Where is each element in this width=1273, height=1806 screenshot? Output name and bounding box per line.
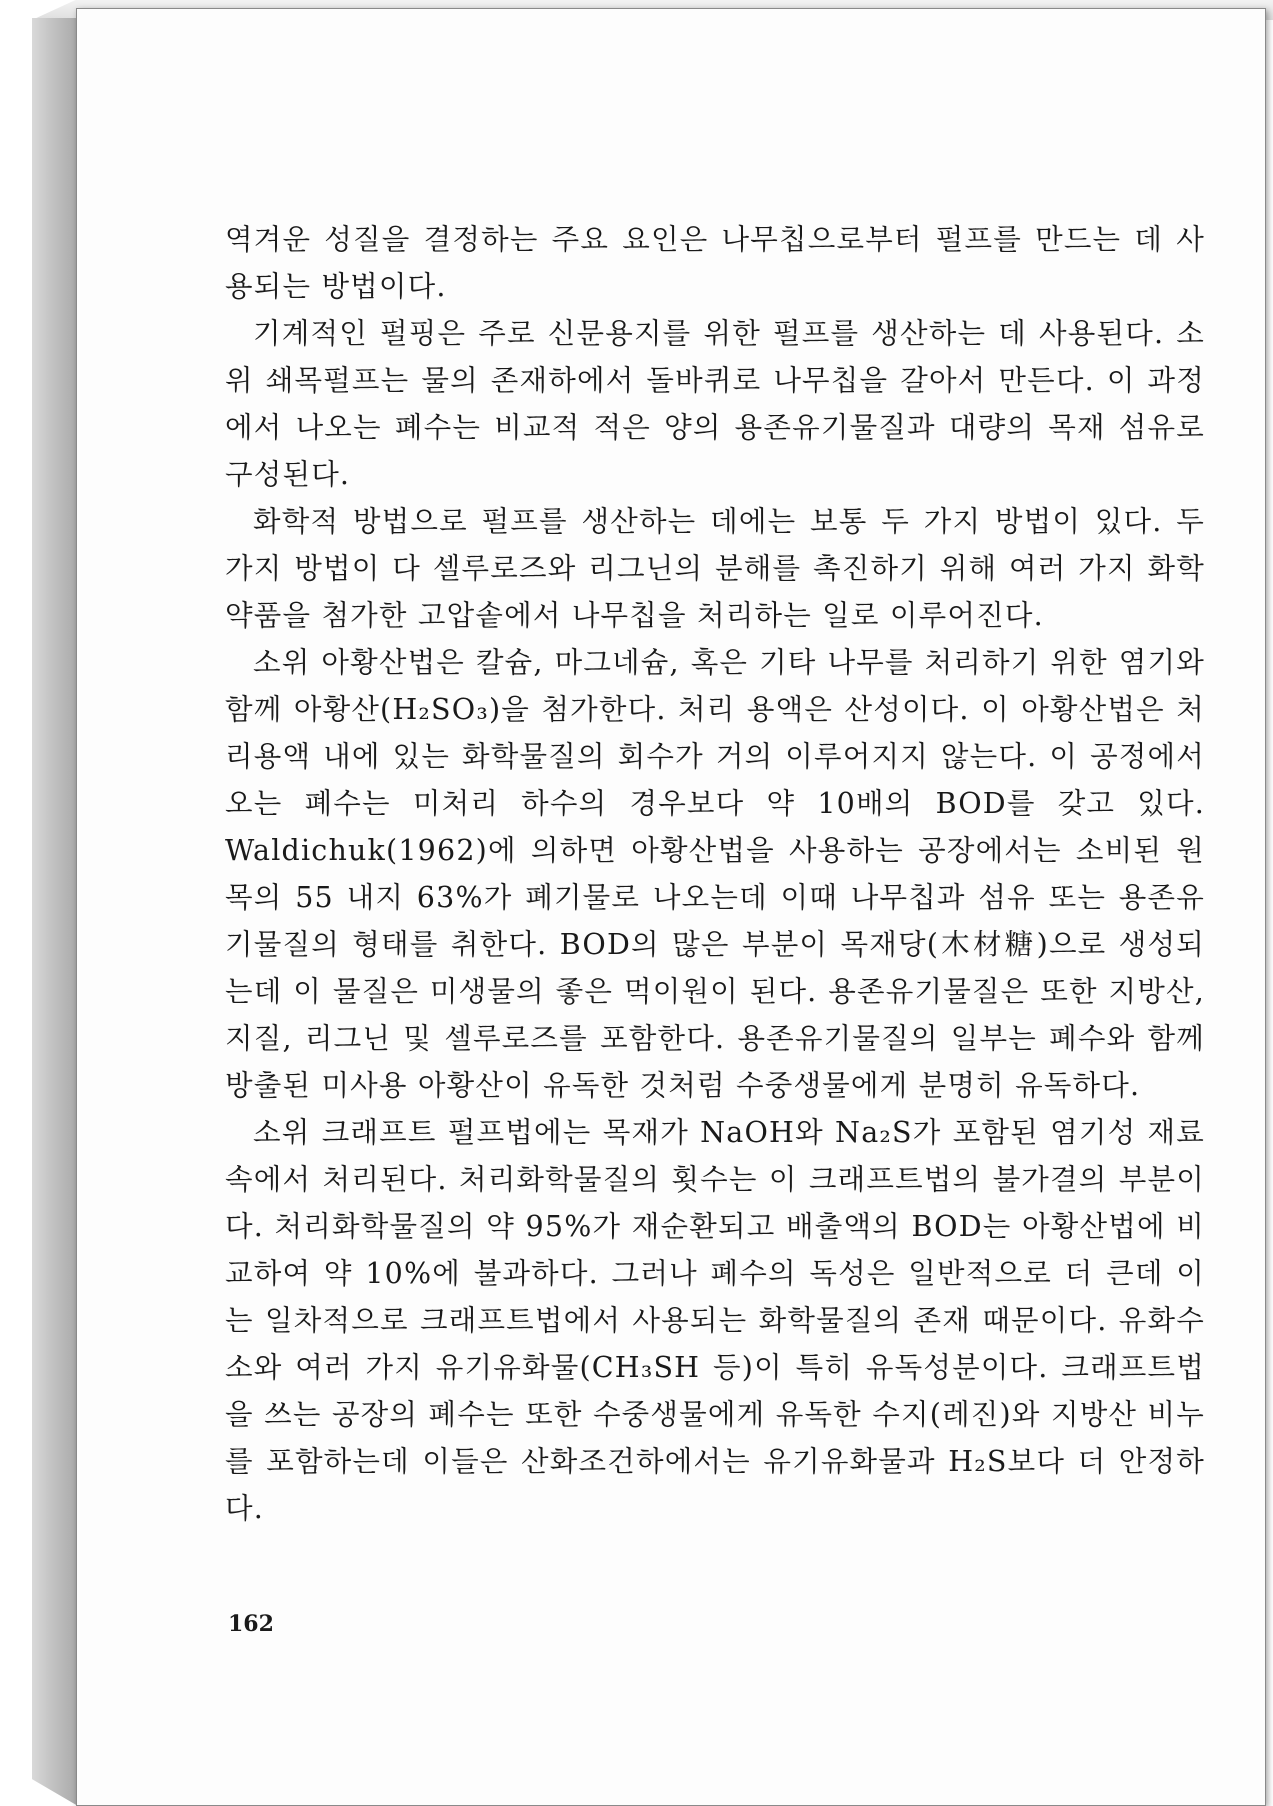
book-page	[76, 8, 1266, 1806]
page-number: 162	[228, 1611, 274, 1637]
book-spine	[32, 18, 78, 1806]
body-text	[225, 216, 1205, 1532]
paragraph-3: 화학적 방법으로 펄프를 생산하는 데에는 보통 두 가지 방법이 있다. 두 가지 방법이 다 셀루로즈와 리그닌의 분해를 촉진하기 위해 여러 가지 화학 약품을 첨가한 고압솥에서 나무칩을 처리하는 일로 이루어진다.	[225, 505, 1205, 632]
paragraph-4: 소위 아황산법은 칼슘, 마그네슘, 혹은 기타 나무를 처리하기 위한 염기와 함께 아황산(H₂SO₃)을 첨가한다. 처리 용액은 산성이다. 이 아황산법은 처리용액 내에 있는 화학물질의 회수가 거의 이루어지지 않는다. 이 공정에서 오는 폐수는 미처리 하수의 경우보다 약 10배의 BOD를 갖고 있다. Waldichuk(1962)에 의하면 아황산법을 사용하는 공장에서는 소비된 원목의 55 내지 63%가 폐기물로 나오는데 이때 나무칩과 섬유 또는 용존유기물질의 형태를 취한다. BOD의 많은 부분이 목재당(木材糖)으로 생성되는데 이 물질은 미생물의 좋은 먹이원이 된다. 용존유기물질은 또한 지방산, 지질, 리그닌 및 셀루로즈를 포함한다. 용존유기물질의 일부는 폐수와 함께 방출된 미사용 아황산이 유독한 것처럼 수중생물에게 분명히 유독하다.	[225, 646, 1205, 1102]
paragraph-2: 기계적인 펄핑은 주로 신문용지를 위한 펄프를 생산하는 데 사용된다. 소위 쇄목펄프는 물의 존재하에서 돌바퀴로 나무칩을 갈아서 만든다. 이 과정에서 나오는 폐수는 비교적 적은 양의 용존유기물질과 대량의 목재 섬유로 구성된다.	[225, 317, 1205, 491]
paragraph-5: 소위 크래프트 펄프법에는 목재가 NaOH와 Na₂S가 포함된 염기성 재료 속에서 처리된다. 처리화학물질의 횟수는 이 크래프트법의 불가결의 부분이다. 처리화학물질의 약 95%가 재순환되고 배출액의 BOD는 아황산법에 비교하여 약 10%에 불과하다. 그러나 폐수의 독성은 일반적으로 더 큰데 이는 일차적으로 크래프트법에서 사용되는 화학물질의 존재 때문이다. 유화수소와 여러 가지 유기유화물(CH₃SH 등)이 특히 유독성분이다. 크래프트법을 쓰는 공장의 폐수는 또한 수중생물에게 유독한 수지(레진)와 지방산 비누를 포함하는데 이들은 산화조건하에서는 유기유화물과 H₂S보다 더 안정하다.	[225, 1116, 1205, 1525]
paragraph-1: 역겨운 성질을 결정하는 주요 요인은 나무칩으로부터 펄프를 만드는 데 사용되는 방법이다.	[225, 223, 1205, 303]
